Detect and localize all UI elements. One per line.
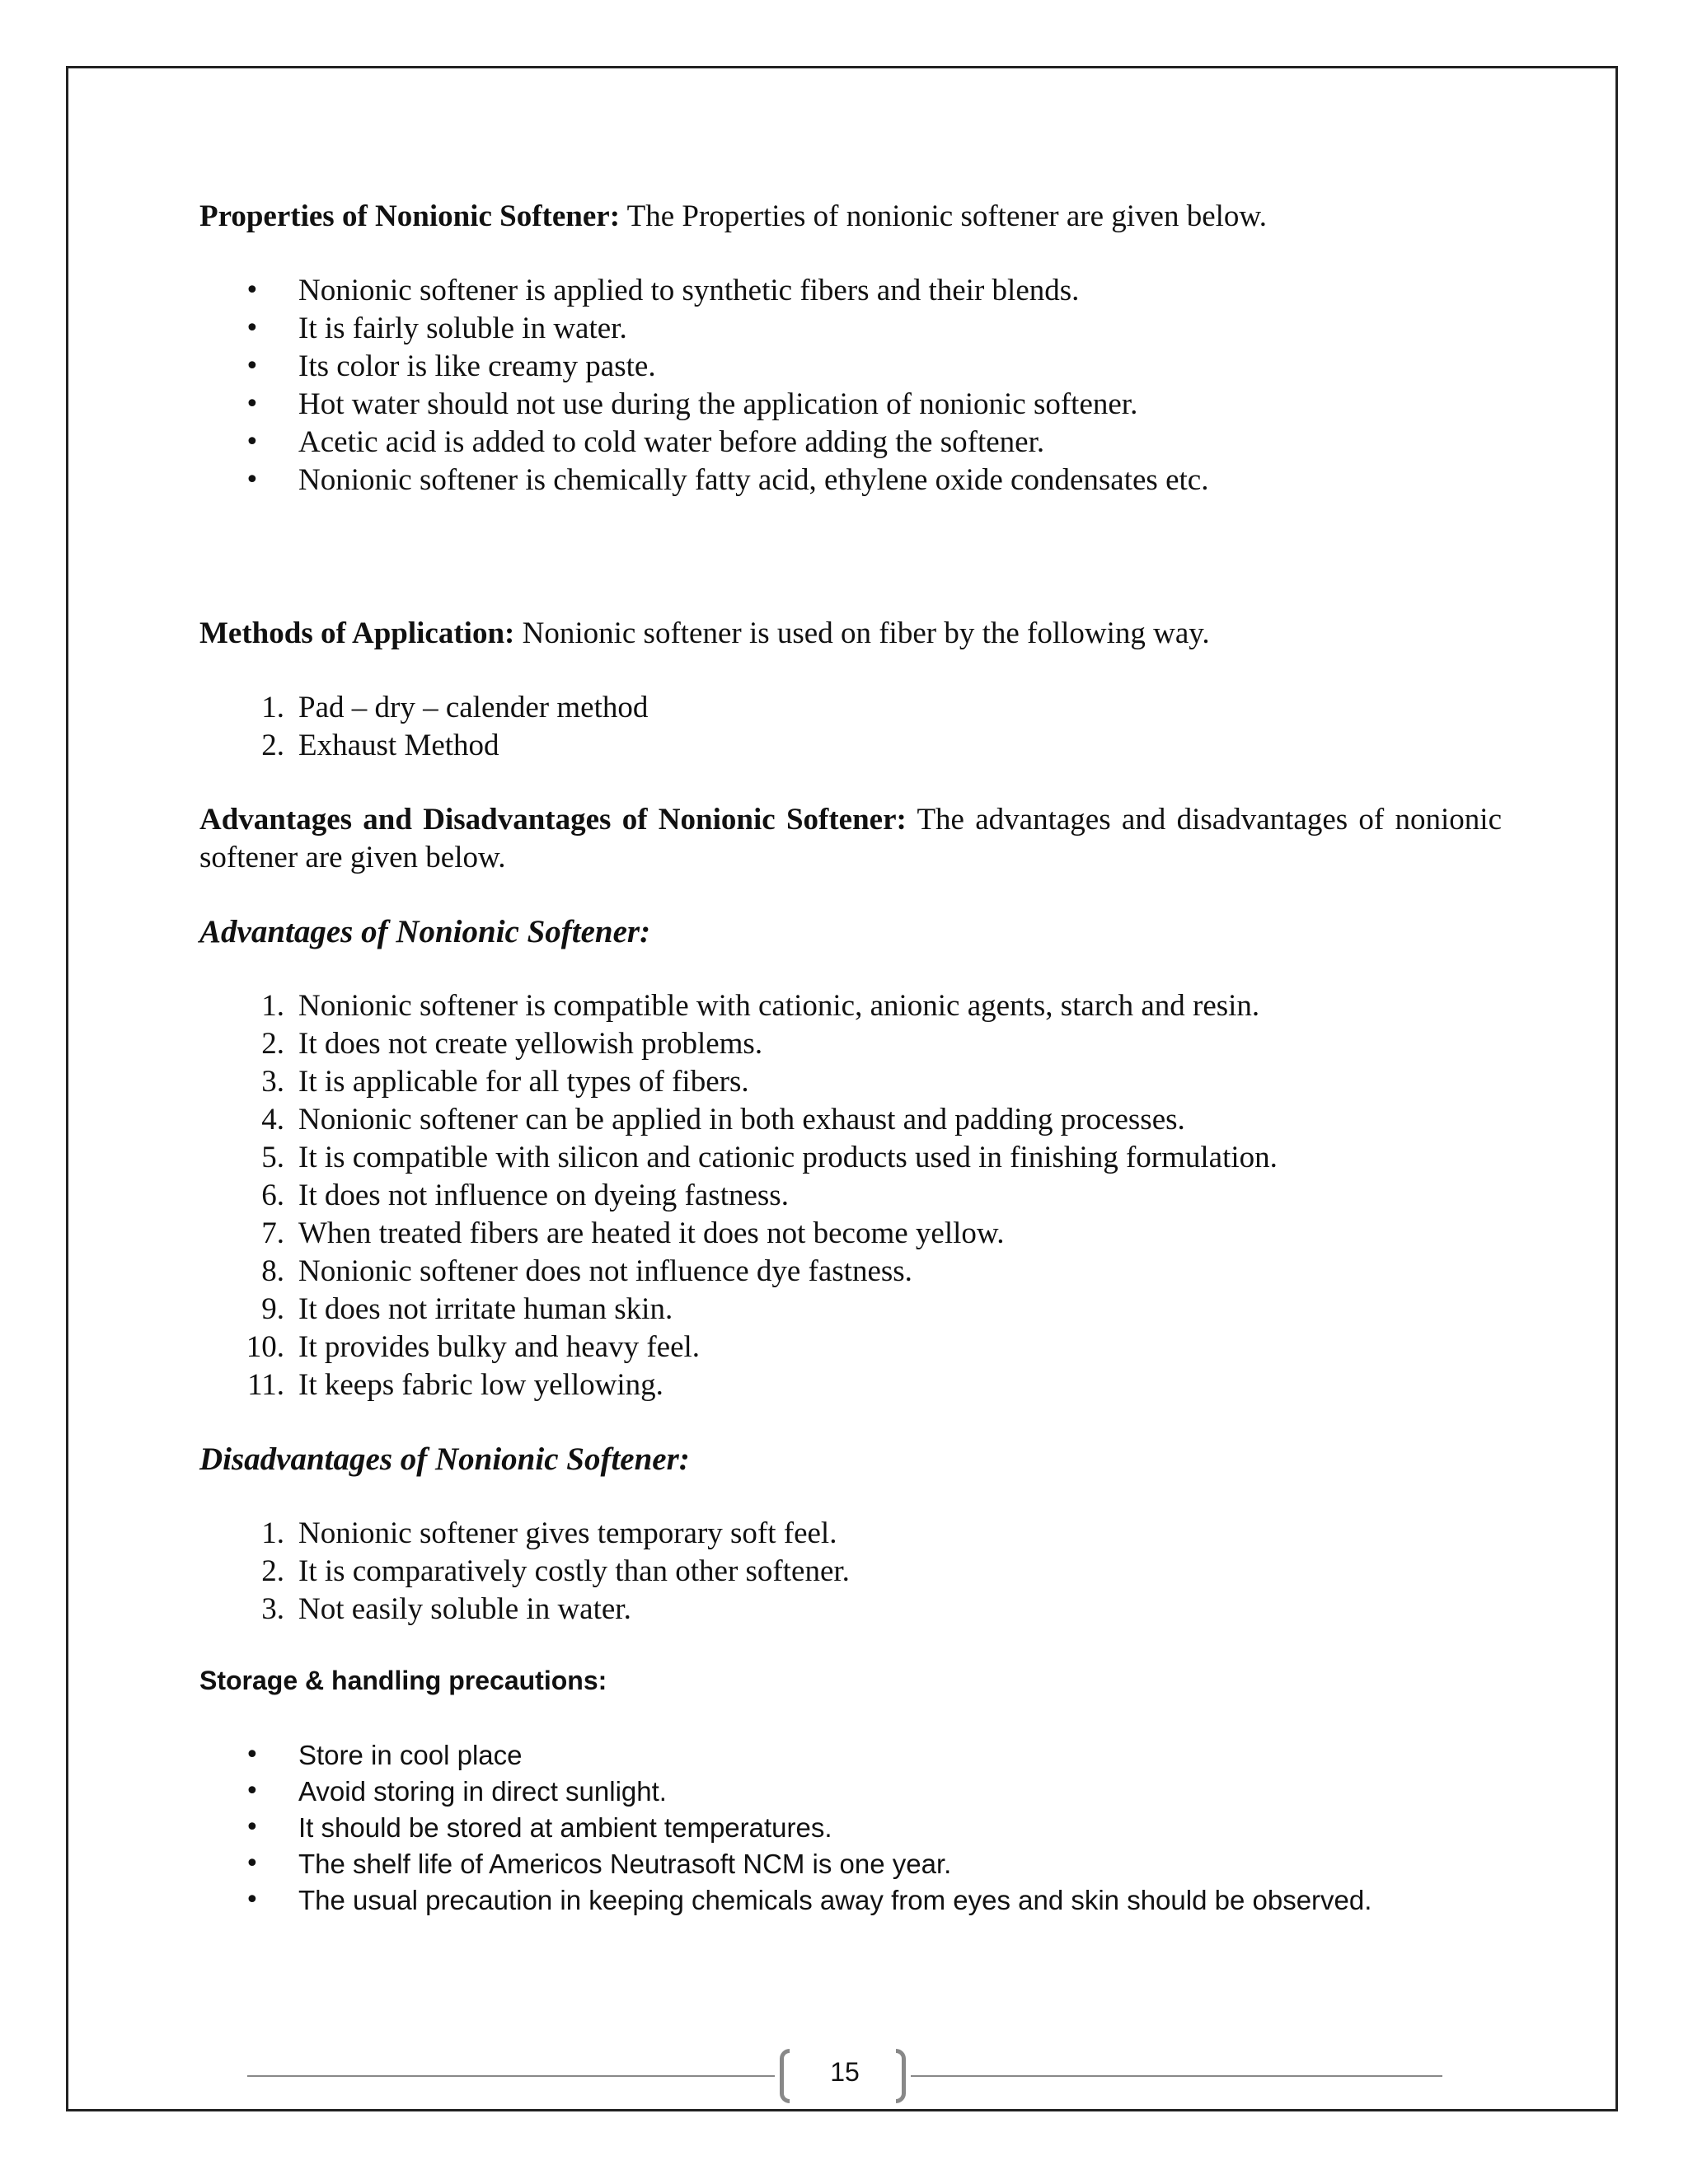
list-item: 9. It does not irritate human skin. <box>261 1292 673 1326</box>
list-item: • Hot water should not use during the application of nonionic softener. <box>199 386 1502 424</box>
disadvantages-list <box>199 1515 1502 1629</box>
list-item: • Nonionic softener is applied to synthetic fibers and their blends. <box>199 272 1502 310</box>
adv-disadv-heading: Advantages and Disadvantages of Nonionic Softener: <box>199 803 907 837</box>
list-item: 4. Nonionic softener can be applied in both exhaust and padding processes. <box>261 1103 1185 1137</box>
left-brace-icon <box>780 2049 790 2103</box>
storage-heading: Storage & handling precautions: <box>199 1666 607 1695</box>
list-item: • The usual precaution in keeping chemicals away from eyes and skin should be observed. <box>199 1882 1502 1919</box>
advantages-heading: Advantages of Nonionic Softener: <box>199 914 651 949</box>
methods-paragraph <box>199 615 1502 653</box>
list-item: 1. Nonionic softener gives temporary soft feel. <box>261 1516 837 1550</box>
page-number: 15 <box>830 2057 860 2087</box>
list-item: 2. It is comparatively costly than other softener. <box>261 1554 850 1588</box>
list-item: 5. It is compatible with silicon and cationic products used in finishing formulation. <box>261 1141 1278 1174</box>
list-item: 7. When treated fibers are heated it does not become yellow. <box>261 1216 1005 1250</box>
list-item: • It is fairly soluble in water. <box>199 310 1502 348</box>
page-content <box>199 198 1502 1919</box>
page-footer <box>0 2042 1688 2108</box>
list-item: 6. It does not influence on dyeing fastness. <box>261 1179 789 1212</box>
list-item: 8. Nonionic softener does not influence dye fastness. <box>261 1254 912 1288</box>
list-item: • Store in cool place <box>199 1737 1502 1774</box>
list-item: • Avoid storing in direct sunlight. <box>199 1774 1502 1810</box>
list-item: 1. Pad – dry – calender method <box>261 691 649 724</box>
list-item: • It should be stored at ambient temperatures. <box>199 1810 1502 1846</box>
list-item: 1. Nonionic softener is compatible with cationic, anionic agents, starch and resin. <box>261 989 1260 1023</box>
adv-disadv-paragraph <box>199 801 1502 877</box>
list-item: 10. It provides bulky and heavy feel. <box>246 1330 701 1364</box>
list-item: 3. Not easily soluble in water. <box>261 1592 631 1626</box>
properties-heading: Properties of Nonionic Softener: <box>199 199 621 233</box>
advantages-list <box>199 987 1502 1404</box>
properties-list <box>199 272 1502 499</box>
disadvantages-heading: Disadvantages of Nonionic Softener: <box>199 1441 690 1477</box>
footer-rule-right <box>911 2075 1442 2077</box>
list-item: • Its color is like creamy paste. <box>199 348 1502 386</box>
properties-paragraph <box>199 198 1502 236</box>
right-brace-icon <box>896 2049 906 2103</box>
list-item: • Acetic acid is added to cold water before adding the softener. <box>199 424 1502 462</box>
properties-intro: The Properties of nonionic softener are given below. <box>620 199 1268 233</box>
list-item: • The shelf life of Americos Neutrasoft NCM is one year. <box>199 1846 1502 1882</box>
methods-list <box>199 689 1502 765</box>
list-item: 2. It does not create yellowish problems. <box>261 1027 763 1061</box>
storage-list <box>199 1737 1502 1919</box>
methods-heading: Methods of Application: <box>199 616 515 650</box>
list-item: • Nonionic softener is chemically fatty acid, ethylene oxide condensates etc. <box>199 462 1502 499</box>
list-item: 3. It is applicable for all types of fibers. <box>261 1065 749 1099</box>
methods-intro: Nonionic softener is used on fiber by the following way. <box>514 616 1210 650</box>
adv-disadv-intro: The advantages and disadvantages of nonionic softener are given below. <box>199 803 1502 874</box>
footer-rule-left <box>247 2075 775 2077</box>
list-item: 11. It keeps fabric low yellowing. <box>247 1368 663 1402</box>
list-item: 2. Exhaust Method <box>261 729 499 762</box>
